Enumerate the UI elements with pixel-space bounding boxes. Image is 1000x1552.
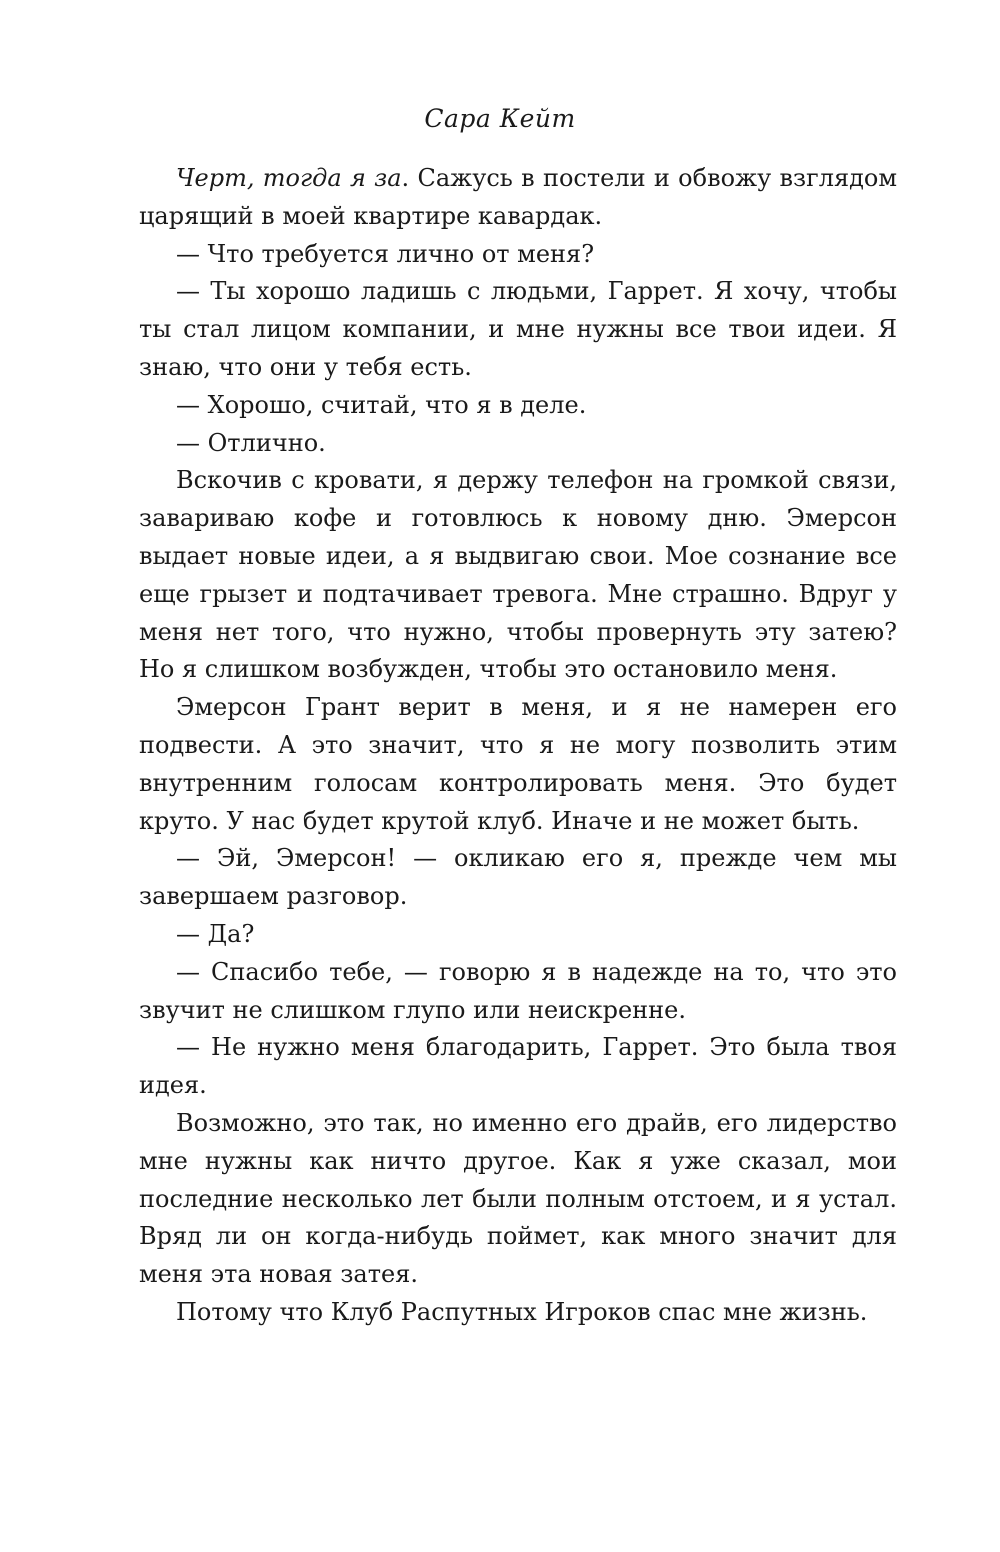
paragraph: — Да? xyxy=(176,919,255,948)
paragraph-text: . Сажусь в постели и обвожу взглядом царящий в моей квартире кавардак. xyxy=(139,164,897,230)
paragraph: — Эй, Эмерсон! — окликаю его я, прежде чем мы завершаем разговор. xyxy=(139,844,897,911)
running-head-author: Сара Кейт xyxy=(424,104,576,133)
paragraph: — Ты хорошо ладишь с людьми, Гаррет. Я хочу, чтобы ты стал лицом компании, и мне нужны все твои идеи. Я знаю, что они у тебя есть. xyxy=(139,277,897,381)
paragraph: Потому что Клуб Распутных Игроков спас мне жизнь. xyxy=(176,1297,868,1326)
body-text xyxy=(139,160,897,1332)
paragraph: — Спасибо тебе, — говорю я в надежде на то, что это звучит не слишком глупо или неискренне. xyxy=(139,957,897,1024)
paragraph: — Не нужно меня благодарить, Гаррет. Это была твоя идея. xyxy=(139,1033,897,1100)
paragraph: Эмерсон Грант верит в меня, и я не намерен его подвести. А это значит, что я не могу позволить этим внутренним голосам контролировать меня. Это будет круто. У нас будет крутой клуб. Иначе и не может быть. xyxy=(139,693,897,835)
paragraph: Возможно, это так, но именно его драйв, его лидерство мне нужны как ничто другое. Как я уже сказал, мои последние несколько лет были полным отстоем, и я устал. Вряд ли он когда-нибудь поймет, как много значит для меня эта новая затея. xyxy=(139,1108,897,1289)
paragraph: — Что требуется лично от меня? xyxy=(176,239,595,268)
paragraph xyxy=(139,160,897,236)
paragraph: Вскочив с кровати, я держу телефон на громкой связи, завариваю кофе и готовлюсь к новому дню. Эмерсон выдает новые идеи, а я выдвигаю свои. Мое сознание все еще грызет и подтачивает тревога. Мне страшно. Вдруг у меня нет того, что нужно, чтобы провернуть эту затею? Но я слишком возбужден, чтобы это остановило меня. xyxy=(139,466,897,684)
paragraph: — Отлично. xyxy=(176,428,326,457)
italic-thought: Черт, тогда я за xyxy=(176,164,402,192)
paragraph: — Хорошо, считай, что я в деле. xyxy=(176,390,587,419)
